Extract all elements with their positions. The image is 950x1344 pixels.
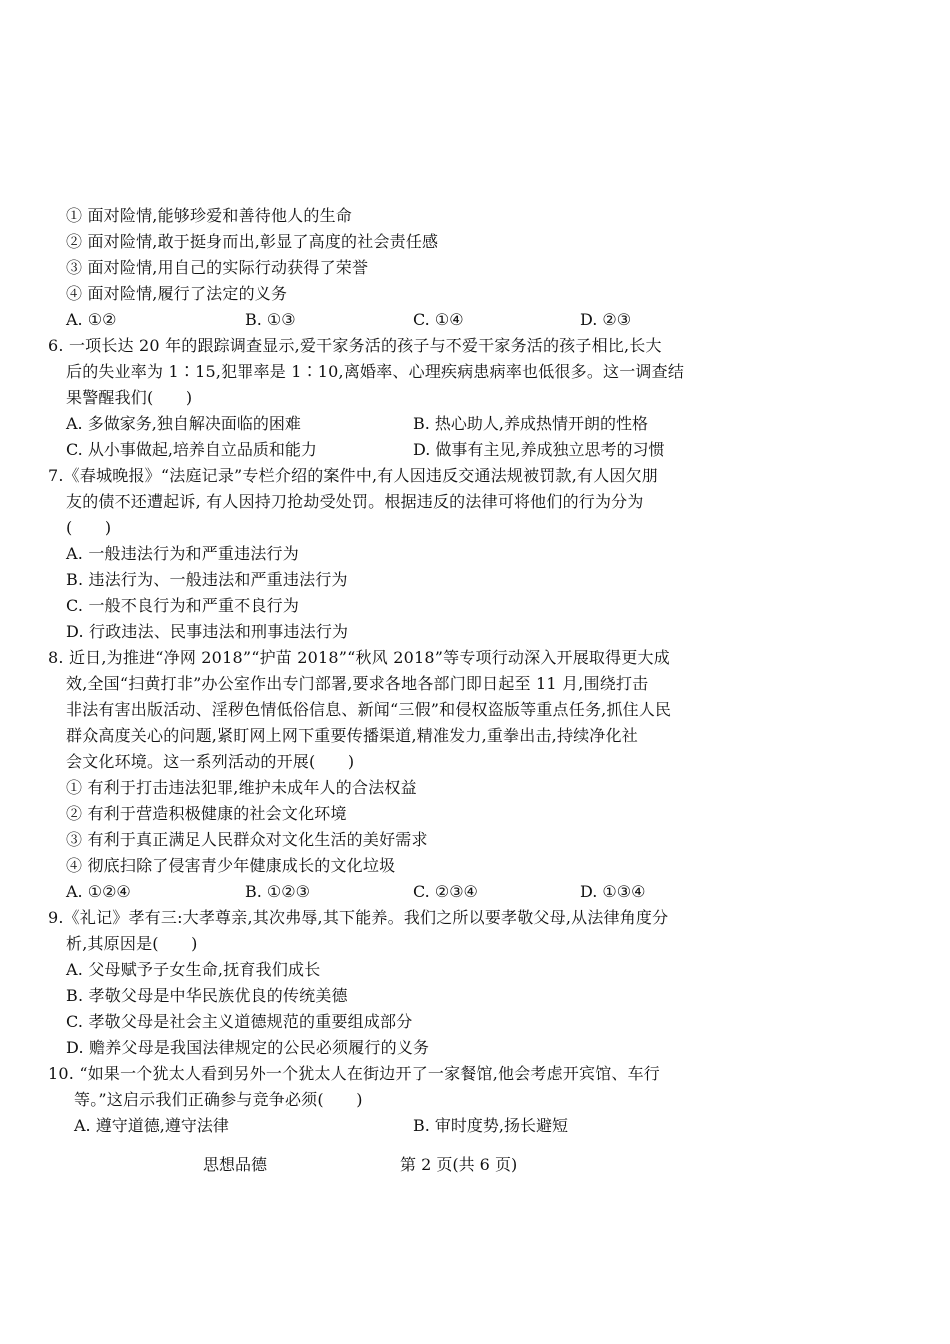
q5-item-1: ① 面对险情,能够珍爱和善待他人的生命: [66, 206, 352, 225]
q7-option-d: D. 行政违法、民事违法和刑事违法行为: [66, 622, 349, 641]
q8-option-d: D. ①③④: [580, 882, 646, 901]
q7-stem-line-2: 友的债不还遭起诉, 有人因持刀抢劫受处罚。根据违反的法律可将他们的行为分为: [66, 492, 644, 511]
q10-option-b: B. 审时度势,扬长避短: [413, 1116, 569, 1135]
q9-option-b: B. 孝敬父母是中华民族优良的传统美德: [66, 986, 348, 1005]
q6-option-c: C. 从小事做起,培养自立品质和能力: [66, 440, 317, 459]
q6-stem-line-2: 后的失业率为 1∶15,犯罪率是 1∶10,离婚率、心理疾病患病率也低很多。这一调查结: [66, 362, 685, 381]
q7-stem-line-3: ( ): [66, 518, 112, 537]
q8-stem-line-5: 会文化环境。这一系列活动的开展( ): [66, 752, 355, 771]
q5-option-c: C. ①④: [413, 310, 464, 329]
q8-stem-line-1: 8. 近日,为推进“净网 2018”“护苗 2018”“秋风 2018”等专项行动深入开展取得更大成: [48, 648, 670, 667]
footer-subject: 思想品德: [203, 1155, 268, 1174]
q9-option-d: D. 赡养父母是我国法律规定的公民必须履行的义务: [66, 1038, 430, 1057]
q6-option-d: D. 做事有主见,养成独立思考的习惯: [413, 440, 665, 459]
q6-stem-line-1: 6. 一项长达 20 年的跟踪调查显示,爱干家务活的孩子与不爱干家务活的孩子相比,长大: [48, 336, 662, 355]
q10-option-a: A. 遵守道德,遵守法律: [74, 1116, 229, 1135]
q5-option-b: B. ①③: [245, 310, 296, 329]
q8-item-3: ③ 有利于真正满足人民群众对文化生活的美好需求: [66, 830, 428, 849]
q10-stem-line-2: 等。”这启示我们正确参与竞争必须( ): [74, 1090, 363, 1109]
q6-option-b: B. 热心助人,养成热情开朗的性格: [413, 414, 649, 433]
q8-option-c: C. ②③④: [413, 882, 478, 901]
q8-item-4: ④ 彻底扫除了侵害青少年健康成长的文化垃圾: [66, 856, 396, 875]
q7-option-a: A. 一般违法行为和严重违法行为: [66, 544, 299, 563]
q8-stem-line-4: 群众高度关心的问题,紧盯网上网下重要传播渠道,精准发力,重拳出击,持续净化社: [66, 726, 638, 745]
q8-option-b: B. ①②③: [245, 882, 310, 901]
q9-stem-line-2: 析,其原因是( ): [66, 934, 198, 953]
q8-stem-line-2: 效,全国“扫黄打非”办公室作出专门部署,要求各地各部门即日起至 11 月,围绕打击: [66, 674, 649, 693]
q5-option-a: A. ①②: [66, 310, 117, 329]
q8-item-2: ② 有利于营造积极健康的社会文化环境: [66, 804, 347, 823]
q7-stem-line-1: 7.《春城晚报》“法庭记录”专栏介绍的案件中,有人因违反交通法规被罚款,有人因欠朋: [48, 466, 658, 485]
q5-item-2: ② 面对险情,敢于挺身而出,彰显了高度的社会责任感: [66, 232, 439, 251]
footer-page-number: 第 2 页(共 6 页): [400, 1155, 518, 1174]
q9-option-c: C. 孝敬父母是社会主义道德规范的重要组成部分: [66, 1012, 413, 1031]
q6-stem-line-3: 果警醒我们( ): [66, 388, 193, 407]
q10-stem-line-1: 10. “如果一个犹太人看到另外一个犹太人在街边开了一家餐馆,他会考虑开宾馆、车行: [48, 1064, 660, 1083]
q8-stem-line-3: 非法有害出版活动、淫秽色情低俗信息、新闻“三假”和侵权盗版等重点任务,抓住人民: [66, 700, 672, 719]
q5-item-3: ③ 面对险情,用自己的实际行动获得了荣誉: [66, 258, 369, 277]
q9-option-a: A. 父母赋予子女生命,抚育我们成长: [66, 960, 321, 979]
q8-item-1: ① 有利于打击违法犯罪,维护未成年人的合法权益: [66, 778, 417, 797]
q9-stem-line-1: 9.《礼记》孝有三:大孝尊亲,其次弗辱,其下能养。我们之所以要孝敬父母,从法律角度分: [48, 908, 669, 927]
q5-option-d: D. ②③: [580, 310, 632, 329]
q5-item-4: ④ 面对险情,履行了法定的义务: [66, 284, 288, 303]
q7-option-c: C. 一般不良行为和严重不良行为: [66, 596, 300, 615]
q6-option-a: A. 多做家务,独自解决面临的困难: [66, 414, 301, 433]
q7-option-b: B. 违法行为、一般违法和严重违法行为: [66, 570, 348, 589]
q8-option-a: A. ①②④: [66, 882, 131, 901]
